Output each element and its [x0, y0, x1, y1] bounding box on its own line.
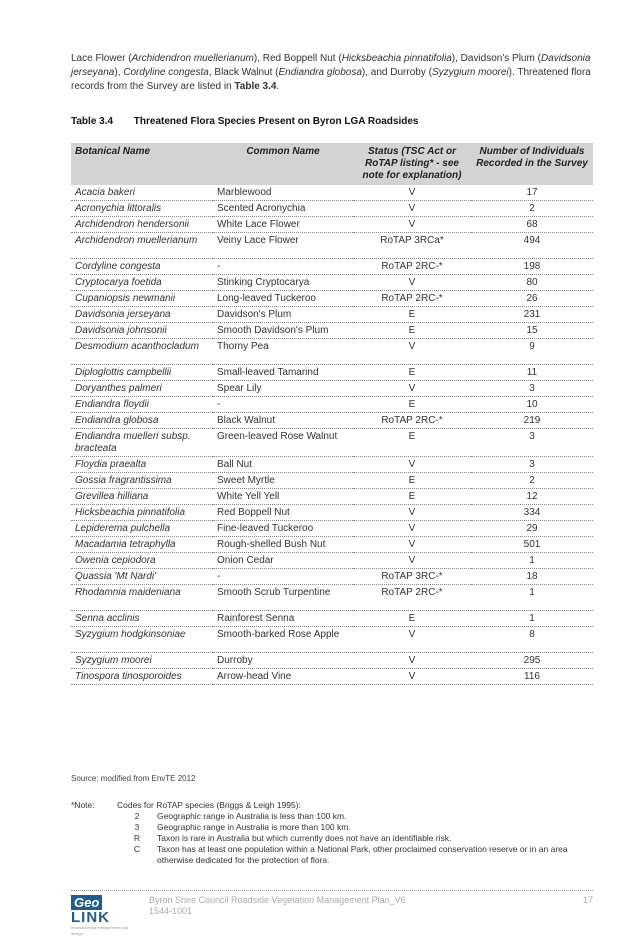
status: V [353, 339, 471, 365]
individual-count: 2 [471, 201, 593, 217]
status: E [353, 307, 471, 323]
common-name: - [213, 397, 353, 413]
table-row [71, 653, 593, 669]
individual-count: 15 [471, 323, 593, 339]
note-heading: Codes for RoTAP species (Briggs & Leigh 1995): [117, 800, 301, 810]
table-row [71, 259, 593, 275]
table-row [71, 233, 593, 259]
botanical-name: Owenia cepiodora [71, 553, 213, 569]
table-row [71, 339, 593, 365]
botanical-name: Lepiderema pulchella [71, 521, 213, 537]
individual-count: 501 [471, 537, 593, 553]
note-item [71, 833, 577, 844]
page-footer [71, 890, 593, 936]
table-row [71, 457, 593, 473]
status: RoTAP 2RC-* [353, 291, 471, 307]
status: E [353, 323, 471, 339]
individual-count: 334 [471, 505, 593, 521]
threatened-flora-table [71, 143, 593, 685]
note-text: Taxon is rare in Australia but which currently does not have an identifiable risk. [157, 833, 452, 843]
common-name: Stinking Cryptocarya [213, 275, 353, 291]
status: RoTAP 2RC-* [353, 413, 471, 429]
note-text: Geographic range in Australia is more than 100 km. [157, 822, 351, 832]
status: V [353, 627, 471, 653]
individual-count: 80 [471, 275, 593, 291]
status: V [353, 185, 471, 201]
botanical-name: Endiandra muelleri subsp. bracteata [71, 429, 213, 457]
botanical-name: Davidsonia jerseyana [71, 307, 213, 323]
table-row [71, 627, 593, 653]
botanical-name: Desmodium acanthocladum [71, 339, 213, 365]
status: V [353, 275, 471, 291]
header-individuals: Number of Individuals Recorded in the Survey [471, 143, 593, 185]
individual-count: 231 [471, 307, 593, 323]
table-row [71, 669, 593, 685]
note-item [71, 811, 577, 822]
individual-count: 11 [471, 365, 593, 381]
note-label: *Note: [71, 800, 95, 810]
botanical-name: Archidendron hendersonii [71, 217, 213, 233]
table-row [71, 429, 593, 457]
common-name: Black Walnut [213, 413, 353, 429]
common-name: Long-leaved Tuckeroo [213, 291, 353, 307]
header-botanical-name: Botanical Name [71, 143, 213, 185]
individual-count: 3 [471, 429, 593, 457]
note-key: 3 [134, 822, 140, 832]
individual-count: 12 [471, 489, 593, 505]
status: V [353, 653, 471, 669]
individual-count: 9 [471, 339, 593, 365]
common-name: Spear Lily [213, 381, 353, 397]
botanical-name: Gossia fragrantissima [71, 473, 213, 489]
table-caption [71, 116, 418, 127]
common-name: Red Boppell Nut [213, 505, 353, 521]
table-row [71, 489, 593, 505]
table-row [71, 365, 593, 381]
note-item [71, 822, 577, 833]
table-row [71, 473, 593, 489]
individual-count: 494 [471, 233, 593, 259]
status: E [353, 611, 471, 627]
logo-tagline: environmental management and design [71, 925, 129, 936]
status: V [353, 381, 471, 397]
botanical-name: Syzygium hodgkinsoniae [71, 627, 213, 653]
note-item [71, 844, 577, 866]
footer-document-number: 1544-1001 [149, 906, 193, 916]
botanical-name: Hicksbeachia pinnatifolia [71, 505, 213, 521]
common-name: Smooth Davidson's Plum [213, 323, 353, 339]
rotap-notes [71, 800, 577, 866]
common-name: Arrow-head Vine [213, 669, 353, 685]
common-name: Sweet Myrtle [213, 473, 353, 489]
status: V [353, 201, 471, 217]
table-row [71, 307, 593, 323]
status: V [353, 521, 471, 537]
botanical-name: Acronychia littoralis [71, 201, 213, 217]
status: V [353, 537, 471, 553]
table-row [71, 585, 593, 611]
note-key: C [133, 844, 141, 854]
status: E [353, 429, 471, 457]
individual-count: 18 [471, 569, 593, 585]
status: E [353, 489, 471, 505]
botanical-name: Cupaniopsis newmanii [71, 291, 213, 307]
table-header-row [71, 143, 593, 185]
status: V [353, 553, 471, 569]
logo-geo: Geo [71, 895, 102, 910]
botanical-name: Senna acclinis [71, 611, 213, 627]
status: V [353, 457, 471, 473]
common-name: Marblewood [213, 185, 353, 201]
header-common-name: Common Name [213, 143, 353, 185]
table-row [71, 537, 593, 553]
individual-count: 17 [471, 185, 593, 201]
note-key: R [133, 833, 141, 843]
common-name: White Lace Flower [213, 217, 353, 233]
individual-count: 1 [471, 611, 593, 627]
table-row [71, 323, 593, 339]
status: E [353, 473, 471, 489]
common-name: Durroby [213, 653, 353, 669]
common-name: Rainforest Senna [213, 611, 353, 627]
status: RoTAP 2RC-* [353, 259, 471, 275]
table-row [71, 569, 593, 585]
table-row [71, 611, 593, 627]
botanical-name: Endiandra floydii [71, 397, 213, 413]
table-row [71, 505, 593, 521]
status: V [353, 505, 471, 521]
individual-count: 1 [471, 585, 593, 611]
table-row [71, 381, 593, 397]
botanical-name: Diploglottis campbellii [71, 365, 213, 381]
common-name: Smooth Scrub Turpentine [213, 585, 353, 611]
intro-paragraph: Lace Flower (Archidendron muellerianum), Red Boppell Nut (Hicksbeachia pinnatifolia), Davidson's Plum (Davidsonia jerseyana), Cordyline congesta, Black Walnut (Endiandra globosa), and Durroby (Syzygium moorei). Threatened flora records from the Survey are listed in Table 3.4. [71, 53, 591, 92]
individual-count: 116 [471, 669, 593, 685]
table-row [71, 201, 593, 217]
botanical-name: Floydia praealta [71, 457, 213, 473]
common-name: Thorny Pea [213, 339, 353, 365]
individual-count: 3 [471, 381, 593, 397]
botanical-name: Cryptocarya foetida [71, 275, 213, 291]
individual-count: 68 [471, 217, 593, 233]
header-status: Status (TSC Act or RoTAP listing* - see note for explanation) [353, 143, 471, 185]
individual-count: 8 [471, 627, 593, 653]
common-name: Davidson's Plum [213, 307, 353, 323]
note-key: 2 [134, 811, 140, 821]
individual-count: 29 [471, 521, 593, 537]
botanical-name: Endiandra globosa [71, 413, 213, 429]
table-number: Table 3.4 [71, 116, 114, 127]
individual-count: 2 [471, 473, 593, 489]
status: RoTAP 3RC-* [353, 569, 471, 585]
botanical-name: Acacia bakeri [71, 185, 213, 201]
status: RoTAP 2RC-* [353, 585, 471, 611]
botanical-name: Macadamia tetraphylla [71, 537, 213, 553]
table-row [71, 275, 593, 291]
common-name: Ball Nut [213, 457, 353, 473]
table-row [71, 397, 593, 413]
botanical-name: Archidendron muellerianum [71, 233, 213, 259]
individual-count: 10 [471, 397, 593, 413]
common-name: - [213, 569, 353, 585]
status: E [353, 365, 471, 381]
botanical-name: Cordyline congesta [71, 259, 213, 275]
table-row [71, 521, 593, 537]
common-name: - [213, 259, 353, 275]
footer-document-title: Byron Shire Council Roadside Vegetation Management Plan_V6 [149, 895, 406, 905]
page-number: 17 [582, 895, 593, 905]
individual-count: 1 [471, 553, 593, 569]
table-row [71, 217, 593, 233]
status: E [353, 397, 471, 413]
status: V [353, 669, 471, 685]
botanical-name: Tinospora tinosporoides [71, 669, 213, 685]
botanical-name: Davidsonia johnsonii [71, 323, 213, 339]
common-name: Veiny Lace Flower [213, 233, 353, 259]
geolink-logo [71, 895, 139, 936]
table-row [71, 185, 593, 201]
common-name: Fine-leaved Tuckeroo [213, 521, 353, 537]
common-name: Green-leaved Rose Walnut [213, 429, 353, 457]
note-text: Taxon has at least one population within a National Park, other proclaimed conservation reserve or in an area otherwise dedicated for the protection of flora. [157, 844, 568, 865]
table-source: Source: modified from EnvTE 2012 [71, 774, 196, 783]
table-row [71, 291, 593, 307]
logo-link: LINK [71, 909, 110, 926]
common-name: Smooth-barked Rose Apple [213, 627, 353, 653]
common-name: Small-leaved Tamarind [213, 365, 353, 381]
common-name: White Yell Yell [213, 489, 353, 505]
individual-count: 26 [471, 291, 593, 307]
individual-count: 219 [471, 413, 593, 429]
individual-count: 198 [471, 259, 593, 275]
botanical-name: Grevillea hilliana [71, 489, 213, 505]
common-name: Onion Cedar [213, 553, 353, 569]
table-row [71, 413, 593, 429]
footer-document-info [149, 895, 406, 917]
botanical-name: Doryanthes palmeri [71, 381, 213, 397]
table-row [71, 553, 593, 569]
individual-count: 295 [471, 653, 593, 669]
individual-count: 3 [471, 457, 593, 473]
botanical-name: Quassia 'Mt Nardi' [71, 569, 213, 585]
status: V [353, 217, 471, 233]
botanical-name: Rhodamnia maideniana [71, 585, 213, 611]
botanical-name: Syzygium moorei [71, 653, 213, 669]
table-title: Threatened Flora Species Present on Byron LGA Roadsides [133, 116, 419, 127]
status: RoTAP 3RCa* [353, 233, 471, 259]
common-name: Rough-shelled Bush Nut [213, 537, 353, 553]
note-text: Geographic range in Australia is less than 100 km. [157, 811, 347, 821]
common-name: Scented Acronychia [213, 201, 353, 217]
